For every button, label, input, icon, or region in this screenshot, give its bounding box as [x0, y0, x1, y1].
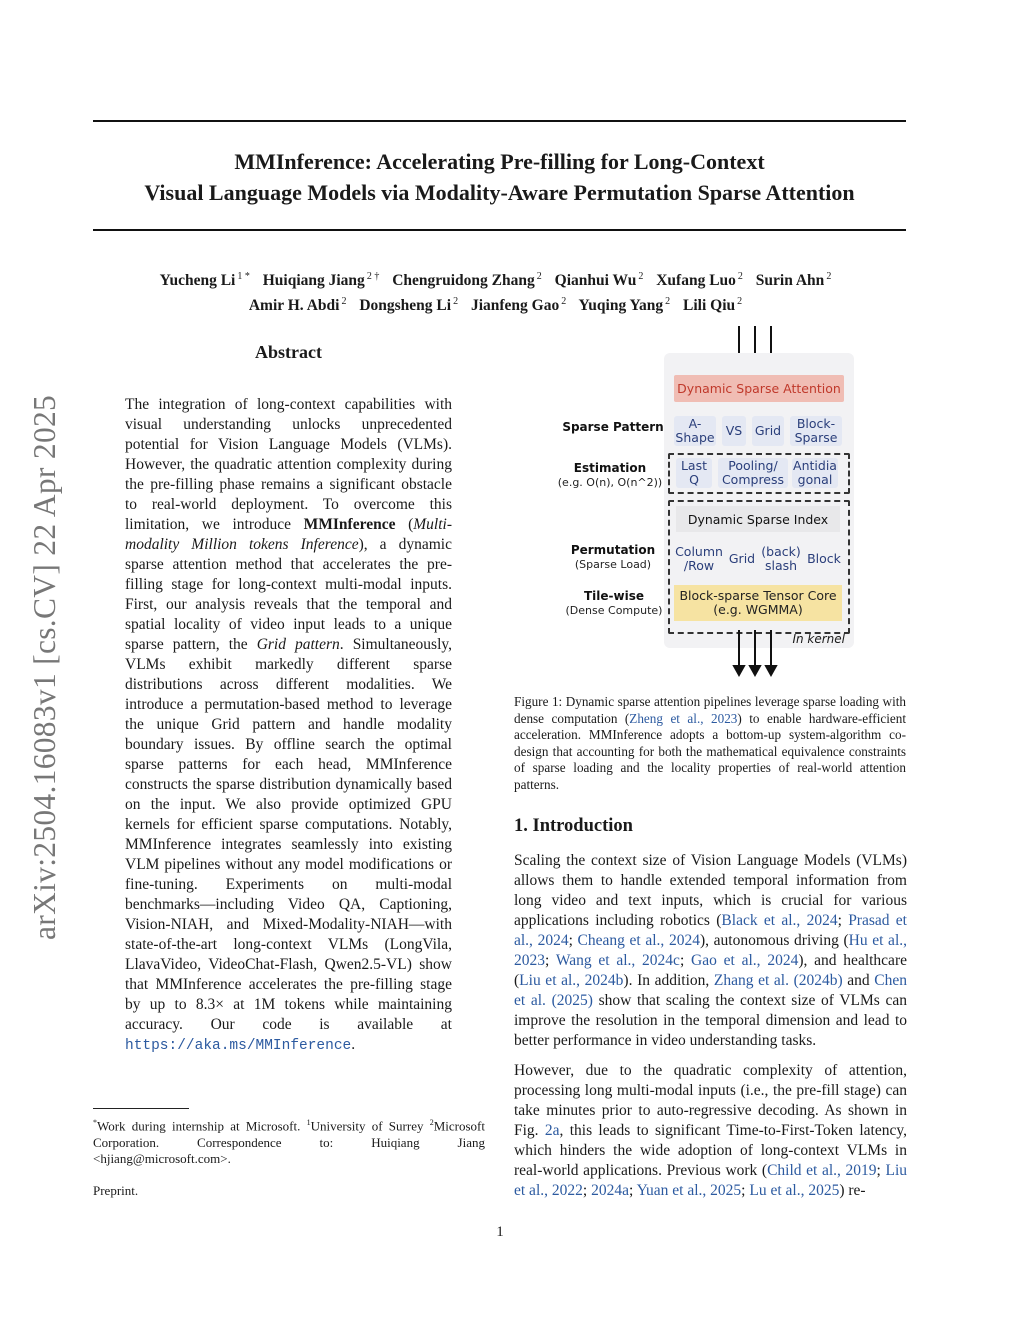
author-name: Chengruidong Zhang — [392, 272, 535, 289]
author-list — [110, 266, 890, 316]
title-bottom-rule — [93, 229, 906, 231]
pattern-name: Grid pattern — [256, 636, 340, 653]
author-name: Surin Ahn — [755, 272, 825, 289]
citation-link[interactable]: Yuan et al., 2025 — [636, 1182, 742, 1199]
author-name: Qianhui Wu — [554, 272, 637, 289]
author-name: Amir H. Abdi — [248, 297, 340, 314]
label-permutation-sub: (Sparse Load) — [574, 558, 652, 571]
citation-link[interactable]: Wang et al., 2024c — [555, 952, 680, 969]
abstract-text: . — [351, 1036, 356, 1053]
authors-line-1 — [110, 266, 890, 291]
paragraph-text: , this leads to significant Time-to-First-Token latency, which hinders the wide adoption of long-context VLMs in real-world applications. Previous work ( — [514, 1122, 907, 1179]
author-affiliation: 2 — [826, 271, 832, 282]
citation-link[interactable]: Prasad et al., 2024 — [514, 912, 907, 949]
paragraph-text: ; — [568, 932, 578, 949]
author-affiliation: 2 — [341, 296, 347, 307]
citation-link[interactable]: Hu et al., 2023 — [514, 932, 907, 969]
footnote-mark: 2 — [429, 1118, 434, 1127]
label-permutation: Permutation — [570, 543, 656, 557]
author-name: Yucheng Li — [159, 272, 236, 289]
pattern-grid: Grid — [752, 416, 784, 446]
estimation-pooling: Pooling/ Compress — [718, 458, 788, 488]
system-name-expansion: Multi-modality Million tokens Inference — [125, 516, 452, 553]
label-estimation: Estimation — [573, 461, 647, 475]
permutation-column-row: Column /Row — [675, 544, 723, 573]
citation-link[interactable]: Cheang et al., 2024 — [577, 932, 700, 949]
citation-link[interactable]: Child et al., 2019 — [767, 1162, 877, 1179]
footnote-mark: * — [93, 1118, 97, 1127]
author-affiliation: 2 † — [366, 271, 380, 282]
author-affiliation: 2 — [737, 271, 743, 282]
paragraph-text: ) re- — [839, 1182, 866, 1199]
title-line-2: Visual Language Models via Modality-Aware Permutation Sparse Attention — [144, 180, 855, 205]
author-name: Dongsheng Li — [359, 297, 452, 314]
paragraph-text: ; — [582, 1182, 592, 1199]
abstract-text: . Simultaneously, VLMs exhibit markedly different sparse distributions across different modalities. We introduce a permutation-based method to leverage the unique Grid pattern and handle modality boundary issues. By offline search the optimal sparse patterns for each head, MMInference constructs the sparse distribution dynamically based on the input. We also provide optimized GPU kernels for efficient sparse computations. Notably, MMInference integrates seamlessly into existing VLM pipelines without any model modifications or fine-tuning. Experiments on multi-modal benchmarks—including Video QA, Captioning, Vision-NIAH, and Mixed-Modality-NIAH—with state-of-the-art long-context VLMs (LongVila, LlavaVideo, VideoChat-Flash, Qwen2.5-VL) show that MMInference accelerates the pre-filling stage by up to 8.3× at 1M tokens while maintaining accuracy. Our code is available at — [125, 636, 452, 1033]
author-affiliation: 2 — [453, 296, 459, 307]
intro-paragraph-1 — [514, 851, 907, 1051]
paragraph-text: ; — [679, 952, 692, 969]
paragraph-text: ; — [876, 1162, 886, 1179]
footnote-text: University of Surrey — [310, 1118, 430, 1134]
dynamic-sparse-index-box: Dynamic Sparse Index — [676, 506, 840, 532]
figure-caption — [514, 694, 906, 794]
authors-line-2 — [110, 291, 890, 316]
footnote — [93, 1115, 485, 1168]
author-name: Xufang Luo — [656, 272, 736, 289]
in-kernel-label: In kernel — [792, 632, 845, 646]
author-name: Lili Qiu — [683, 297, 736, 314]
intro-paragraph-2 — [514, 1061, 907, 1201]
citation-link[interactable]: Gao et al., 2024 — [691, 952, 799, 969]
citation-link[interactable]: Zheng et al., 2023 — [629, 710, 738, 726]
footnote-rule — [93, 1108, 189, 1109]
estimation-last-q: Last Q — [676, 458, 712, 488]
paragraph-text: ), autonomous driving ( — [699, 932, 849, 949]
citation-link[interactable]: Zhang et al. (2024b) — [713, 972, 843, 989]
pattern-block-sparse: Block- Sparse — [790, 416, 842, 446]
permutation-block: Block — [807, 551, 841, 566]
author-name: Huiqiang Jiang — [262, 272, 365, 289]
citation-link[interactable]: Liu et al., 2022 — [514, 1162, 908, 1199]
author-affiliation: 2 — [536, 271, 542, 282]
author-affiliation: 2 — [561, 296, 567, 307]
abstract-body — [125, 395, 452, 1056]
preprint-label: Preprint. — [93, 1183, 139, 1198]
paragraph-text: ; — [545, 952, 556, 969]
tensor-core-box — [674, 585, 842, 621]
citation-link[interactable]: Chen et al. (2025) — [514, 972, 907, 1009]
caption-text: ) to enable hardware-efficient acceleration. MMInference adopts a bottom-up system-algorithm co-design that accounting for both the mathematical equivalence constraints of sparse loading and the locality properties of real-world attention patterns. — [514, 710, 906, 792]
paragraph-text: ), and healthcare ( — [514, 952, 907, 989]
system-name: MMInference — [303, 516, 396, 533]
abstract-text: ), a dynamic sparse attention method that accelerates the pre-filling stage for long-context multi-modal inputs. First, our analysis reveals that the temporal and spatial locality of video input leads to a unique sparse pattern, the — [125, 536, 452, 653]
pattern-vs: VS — [722, 416, 746, 446]
citation-link[interactable]: 2024a — [591, 1182, 629, 1199]
output-arrows — [730, 630, 780, 680]
citation-link[interactable]: Black et al., 2024 — [721, 912, 838, 929]
author-affiliation: 1 * — [237, 271, 250, 282]
paragraph-text: ; — [741, 1182, 750, 1199]
label-sparse-pattern: Sparse Pattern — [562, 420, 664, 434]
estimation-antidiagonal: Antidia gonal — [793, 458, 837, 487]
author-affiliation: 2 — [638, 271, 644, 282]
author-name: Yuqing Yang — [578, 297, 664, 314]
pattern-a-shape: A- Shape — [675, 416, 715, 445]
footnote-text: Work during internship at Microsoft. — [97, 1118, 307, 1134]
arxiv-identifier: arXiv:2504.16083v1 [cs.CV] 22 Apr 2025 — [27, 394, 62, 940]
abstract-text: ( — [395, 516, 414, 533]
code-link[interactable]: https://aka.ms/MMInference — [125, 1038, 352, 1054]
citation-link[interactable]: Lu et al., 2025 — [749, 1182, 840, 1199]
paragraph-text: ; — [837, 912, 849, 929]
permutation-backslash: (back) slash — [761, 544, 801, 573]
tensor-core-label: Block-sparse Tensor Core — [679, 588, 837, 603]
paper-title — [93, 146, 906, 208]
label-estimation-sub: (e.g. O(n), O(n^2)) — [557, 476, 663, 489]
paragraph-text: ; — [628, 1182, 637, 1199]
abstract-heading: Abstract — [255, 342, 322, 362]
paragraph-text: ). In addition, — [623, 972, 714, 989]
label-tile-wise: Tile-wise — [583, 589, 644, 603]
caption-text: Figure 1: Dynamic sparse attention pipelines leverage sparse loading with dense computation ( — [514, 694, 906, 726]
author-name: Jianfeng Gao — [470, 297, 560, 314]
author-affiliation: 2 — [665, 296, 671, 307]
section-heading-introduction: 1. Introduction — [514, 816, 633, 836]
paragraph-text: However, due to the quadratic complexity of attention, processing long multi-modal inputs (i.e., the pre-fill stage) can take minutes prior to auto-regressive decoding. As shown in Fig. — [514, 1062, 907, 1139]
abstract-text: The integration of long-context capabilities with visual understanding unlocks unprecedented potential for Vision Language Models (VLMs). However, the quadratic attention complexity during the pre-filling phase remains a significant obstacle to real-world deployment. To overcome this limitation, we introduce — [125, 396, 452, 533]
page-number: 1 — [496, 1224, 504, 1240]
title-top-rule — [93, 120, 906, 122]
paragraph-text: Scaling the context size of Vision Language Models (VLMs) allows them to handle extended temporal information from long video and text inputs, which is crucial for various applications including robotics ( — [514, 852, 907, 929]
paragraph-text: show that scaling the context size of VLMs can improve the resolution in the temporal dimension and lead to better performance in video understanding tasks. — [514, 992, 907, 1049]
paragraph-text: and — [842, 972, 875, 989]
footnote-text: Microsoft Corporation. Correspondence to: Huiqiang Jiang <hjiang@microsoft.com>. — [93, 1118, 485, 1167]
permutation-grid: Grid — [728, 551, 756, 566]
figure-reference-link[interactable]: 2a — [544, 1122, 560, 1139]
citation-link[interactable]: Liu et al., 2024b — [519, 972, 624, 989]
tensor-core-example: (e.g. WGMMA) — [713, 602, 803, 617]
label-tile-wise-sub: (Dense Compute) — [565, 604, 663, 617]
title-line-1: MMInference: Accelerating Pre-filling for Long-Context — [234, 149, 765, 174]
author-affiliation: 2 — [737, 296, 743, 307]
footnote-mark: 1 — [306, 1118, 311, 1127]
dynamic-sparse-attention-box: Dynamic Sparse Attention — [674, 375, 844, 402]
